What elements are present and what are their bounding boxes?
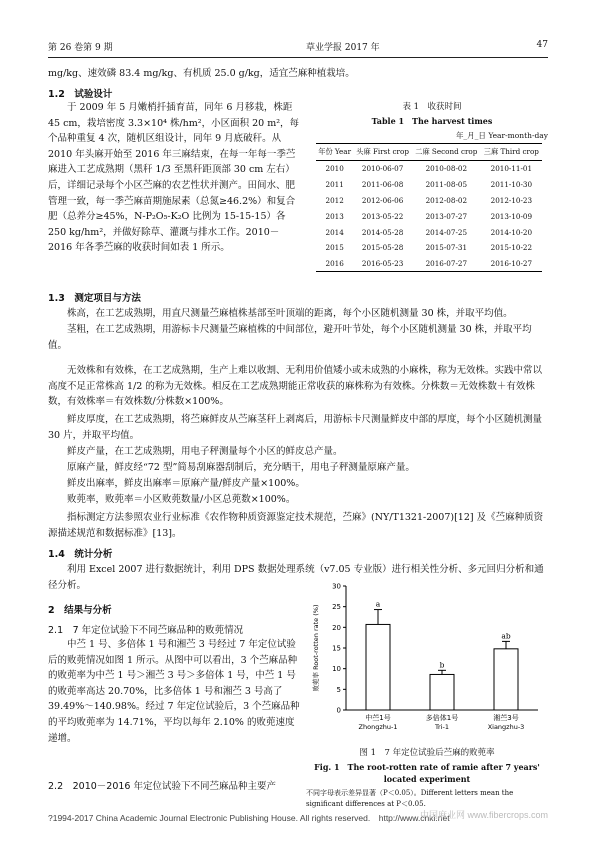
- method-raw-fiber-yield: 原麻产量，鲜皮经“72 型”简易刮麻器刮制后，充分晒干，用电子秤测量原麻产量。: [67, 462, 415, 473]
- y-tick-label: 25: [332, 603, 341, 612]
- table-cell: 2012-10-23: [490, 195, 533, 205]
- paragraph-design: 于 2009 年 5 月嫩梢扦插育苗，同年 6 月移栽，株距 45 cm，栽培密度 3.3×10⁴ 株/hm²，小区面积 20 m²，每个品种重复 4 次，随机区组设计，同年 9 月底破秆。从 2010 年头麻开始至 2016 年三麻结束，在每一年每一季苎麻进入工艺成熟期（黑秆 1/3 至黑秆距顶部 30 cm 左右）后，详细记录每个小区苎麻的农艺性状并测产。田间水、肥管理一致，每一季苎麻苗期施尿素（总氮≥46.2%）和复合肥（总养分≥45%，N-P₂O₅-K₂O 比例为 15-15-15）各 250 kg/hm²，并做好除草、灌溉与排水工作。2010－2016 年各季苎麻的收获时间如表 1 所示。: [48, 102, 300, 254]
- x-tick-label: 湘苎3号: [493, 714, 519, 722]
- section-1-2-heading: 1.2 试验设计: [48, 89, 113, 100]
- method-standards: 指标测定方法参照农业行业标准《农作物种质资源鉴定技术规范，苎麻》(NY/T1321-2007)[12] 及《苎麻种质资源描述规范和数据标准》[13]。: [48, 512, 544, 539]
- section-2-heading: 2 结果与分析: [48, 605, 112, 616]
- table-cell: 2013-05-22: [361, 211, 404, 221]
- bar: [494, 649, 518, 710]
- figure-caption-cn: 图 1 7 年定位试验后苎麻的败蔸率: [359, 748, 495, 758]
- figure-1: [306, 578, 548, 808]
- table-caption-en: Table 1 The harvest times: [371, 116, 493, 126]
- root-rotten-bar-chart: [306, 578, 548, 740]
- figure-note: 不同字母表示差异显著（P＜0.05）。Different letters mean the significant differences at P＜0.05.: [306, 789, 514, 808]
- table-cell: 2012-06-06: [361, 195, 404, 205]
- copyright-footer: [48, 812, 548, 824]
- table-cell: 2015-05-28: [361, 243, 404, 253]
- bar: [366, 624, 390, 710]
- journal-title: 草业学报 2017 年: [306, 43, 380, 53]
- section-1-3-heading: 1.3 测定项目与方法: [48, 293, 141, 304]
- y-tick-label: 30: [332, 582, 341, 591]
- table-cell: 2016: [316, 256, 353, 272]
- section-2-1-heading: 2.1 7 年定位试验下不同苎麻品种的败蔸情况: [48, 625, 244, 636]
- table-cell: 2013-10-09: [490, 211, 533, 221]
- table-cell: 2014-10-20: [490, 227, 533, 237]
- header-rule: [48, 57, 548, 58]
- table-caption-cn: 表 1 收获时间: [402, 102, 462, 112]
- table-cell: 2016-07-27: [412, 256, 481, 272]
- y-tick-label: 20: [332, 623, 341, 632]
- table-cell: 2016-10-27: [481, 256, 542, 272]
- paragraph-soil: mg/kg、速效磷 83.4 mg/kg、有机质 25.0 g/kg，适宜苎麻种植栽培。: [48, 68, 355, 79]
- y-tick-label: 10: [332, 665, 341, 674]
- table-cell: 2015-10-22: [490, 243, 533, 253]
- table-cell: 2011-08-05: [425, 180, 468, 190]
- table-header-cell: 三麻 Third crop: [481, 144, 542, 161]
- table-1: [316, 100, 548, 272]
- method-bark-thickness: 鲜皮厚度，在工艺成熟期，将苎麻鲜皮从苎麻茎秆上剥离后，用游标卡尺测量鲜皮中部的厚度，每个小区随机测量 30 片，并取平均值。: [48, 414, 543, 441]
- table-cell: 2013: [325, 211, 344, 221]
- y-tick-label: 0: [336, 706, 341, 715]
- table-cell: 2015: [325, 243, 344, 253]
- table-row: [316, 193, 542, 209]
- table-cell: 2015-07-31: [425, 243, 468, 253]
- method-stem-diameter: 茎粗，在工艺成熟期，用游标卡尺测量苎麻植株的中间部位，避开叶节处，每个小区随机测量 30 株，并取平均值。: [48, 324, 532, 351]
- table-row: [316, 256, 542, 272]
- table-cell: 2010-08-02: [425, 164, 468, 174]
- x-tick-label: Xiangzhu-3: [487, 723, 525, 731]
- table-header-cell: 二麻 Second crop: [412, 144, 481, 161]
- method-effective-plants: 无效株和有效株，在工艺成熟期，生产上难以收割、无利用价值矮小或未成熟的小麻株，称为无效株。实践中常以高度不足正常株高 1/2 的称为无效株。相反在工艺成熟期能正常收获的麻株称为有效株。分株数＝无效株数＋有效株数，有效株率＝有效株数/分株数×100%。: [48, 365, 543, 408]
- table-row: [316, 208, 542, 224]
- copyright-text: ?1994-2017 China Academic Journal Electronic Publishing House. All rights reserved. http://www.cnki.net: [48, 813, 450, 823]
- y-tick-label: 15: [332, 644, 341, 653]
- bar: [430, 674, 454, 710]
- method-fresh-bark-yield: 鲜皮产量，在工艺成熟期，用电子秤测量每个小区的鲜皮总产量。: [67, 446, 343, 457]
- table-cell: 2014-05-28: [361, 227, 404, 237]
- x-tick-label: 多倍体1号: [425, 714, 459, 722]
- section-1-4-heading: 1.4 统计分析: [48, 549, 113, 560]
- page-number: 47: [536, 40, 548, 50]
- table-cell: 2014-07-25: [425, 227, 468, 237]
- table-row: [316, 161, 542, 177]
- table-row: [316, 240, 542, 256]
- y-tick-label: 5: [336, 685, 341, 694]
- table-cell: 2011-10-30: [490, 180, 533, 190]
- table-row: [316, 177, 542, 193]
- x-tick-label: Zhongzhu-1: [358, 723, 398, 731]
- method-root-rot-rate: 败蔸率，败蔸率＝小区败蔸数量/小区总蔸数×100%。: [67, 494, 296, 505]
- significance-letter: b: [439, 660, 445, 670]
- watermark: 中国麻业网 www.fibercrops.com: [419, 810, 548, 820]
- table-row: [316, 224, 542, 240]
- table-cell: 2011: [325, 180, 344, 190]
- table-cell: 2010-06-07: [361, 164, 404, 174]
- table-cell: 2016-05-23: [353, 256, 412, 272]
- table-cell: 2011-06-08: [361, 180, 404, 190]
- table-header-cell: 年份 Year: [316, 144, 353, 161]
- harvest-table: [316, 143, 542, 272]
- running-header: [48, 40, 548, 54]
- table-cell: 2010-11-01: [490, 164, 533, 174]
- x-tick-label: 中苎1号: [365, 714, 391, 722]
- figure-caption-en: Fig. 1 The root-rotten rate of ramie after 7 years' located experiment: [314, 762, 540, 784]
- y-axis-label: 败蔸率 Root-rotten rate (%): [312, 604, 320, 692]
- section-2-2-heading: 2.2 2010－2016 年定位试验下不同苎麻品种主要产: [48, 781, 276, 792]
- paragraph-statistics: 利用 Excel 2007 进行数据统计，利用 DPS 数据处理系统（v7.05 专业版）进行相关性分析、多元回归分析和通径分析。: [48, 564, 544, 591]
- table-cell: 2012: [325, 195, 344, 205]
- paragraph-results-2-1: 中苎 1 号、多倍体 1 号和湘苎 3 号经过 7 年定位试验后的败蔸情况如图 1 所示。从图中可以看出，3 个苎麻品种的败蔸率为中苎 1 号＞湘苎 3 号＞多倍体 1 号，中苎 1 号的败蔸率高达 20.70%，比多倍体 1 号和湘苎 3 号高了 39.49%～140.98%。经过 7 年定位试验后，3 个苎麻品种的平均败蔸率为 14.71%，平均以每年 2.10% 的败蔸速度递增。: [48, 639, 300, 744]
- significance-letter: ab: [501, 631, 511, 641]
- table-cell: 2014: [325, 227, 344, 237]
- table-cell: 2013-07-27: [425, 211, 468, 221]
- journal-volume: 第 26 卷第 9 期: [48, 43, 113, 53]
- x-tick-label: Tri-1: [435, 723, 449, 731]
- method-plant-height: 株高，在工艺成熟期，用直尺测量苎麻植株基部至叶顶端的距离，每个小区随机测量 30 株，并取平均值。: [67, 308, 513, 319]
- table-unit: 年_月_日 Year-month-day: [455, 131, 548, 140]
- table-cell: 2012-08-02: [425, 195, 468, 205]
- method-fiber-rate: 鲜皮出麻率，鲜皮出麻率＝原麻产量/鲜皮产量×100%。: [67, 478, 305, 489]
- table-cell: 2010: [325, 164, 344, 174]
- significance-letter: a: [375, 599, 381, 609]
- table-header-cell: 头麻 First crop: [353, 144, 412, 161]
